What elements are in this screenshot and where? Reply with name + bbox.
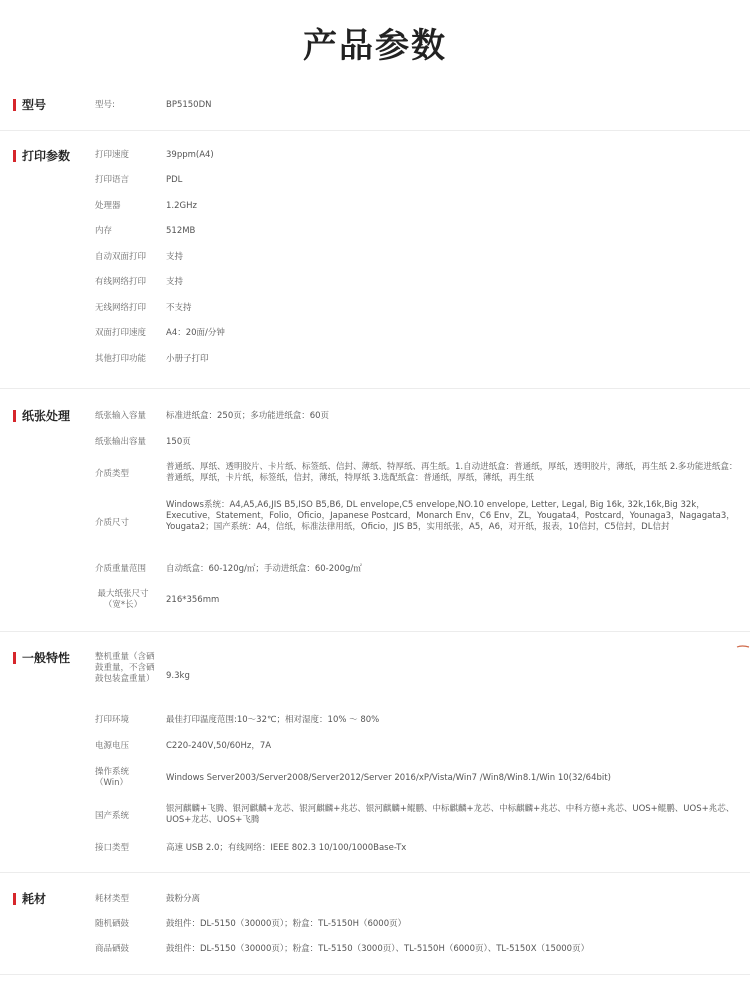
section-title: 纸张处理: [22, 409, 71, 423]
decorative-stroke: [736, 644, 750, 650]
spec-label: 纸张输出容量: [95, 437, 147, 447]
spec-label: 无线网络打印: [95, 303, 147, 313]
section-marker: [13, 99, 16, 111]
spec-label: 处理器: [95, 201, 121, 211]
spec-value: 39ppm(A4): [166, 150, 214, 160]
section-title: 耗材: [22, 892, 47, 906]
spec-value: A4：20面/分钟: [166, 328, 225, 338]
spec-label: 商品硒鼓: [95, 944, 130, 954]
section-marker: [13, 150, 16, 162]
spec-label: 其他打印功能: [95, 354, 147, 364]
spec-label: 随机硒鼓: [95, 919, 130, 929]
spec-label: 介质类型: [95, 469, 130, 479]
spec-label: 自动双面打印: [95, 252, 147, 262]
section-title: 一般特性: [22, 651, 71, 665]
spec-value: BP5150DN: [166, 100, 212, 110]
spec-value: 银河麒麟+飞腾、银河麒麟+龙芯、银河麒麟+兆芯、银河麒麟+鲲鹏、中标麒麟+龙芯、中标麒麟+兆芯、中科方德+兆芯、UOS+鲲鹏、UOS+兆芯、UOS+龙芯、UOS+飞腾: [166, 804, 735, 825]
spec-value: 150页: [166, 437, 191, 447]
spec-label: 接口类型: [95, 843, 130, 853]
divider: [0, 130, 750, 131]
divider: [0, 872, 750, 873]
spec-value: 高速 USB 2.0；有线网络：IEEE 802.3 10/100/1000Base-Tx: [166, 843, 407, 853]
spec-label: 整机重量（含硒鼓重量，不含硒鼓包装盒重量）: [95, 652, 155, 684]
spec-label: 介质尺寸: [95, 518, 130, 528]
spec-label: 双面打印速度: [95, 328, 147, 338]
spec-value: 支持: [166, 252, 184, 262]
section-title: 打印参数: [22, 149, 71, 163]
spec-value: 支持: [166, 277, 184, 287]
spec-value: PDL: [166, 175, 183, 185]
spec-value: 小册子打印: [166, 354, 209, 364]
spec-value: 9.3kg: [166, 671, 190, 681]
spec-label: 打印语言: [95, 175, 130, 185]
spec-value: 自动纸盒：60-120g/㎡；手动进纸盒：60-200g/㎡: [166, 564, 362, 574]
divider: [0, 974, 750, 975]
spec-value: 鼓粉分离: [166, 894, 201, 904]
spec-value: 不支持: [166, 303, 192, 313]
spec-value: Windows系统：A4,A5,A6,JIS B5,ISO B5,B6, DL envelope,C5 envelope,NO.10 envelope, Letter, Legal, Big 16k, 32k,16k,Big 32k，Executive，Statement，Folio，Oficio，Japanese Postcard，Monarch Env，C6 Env，ZL，Yougata4，Postcard，Younaga3，Nagagata3，Yougata2；国产系统：A4，信纸，标准法律用纸，Oficio，JIS B5，实用纸张，A5，A6，对开纸，报表，10信封，C5信封，DL信封: [166, 500, 735, 532]
spec-value: 标准进纸盒：250页；多功能进纸盒：60页: [166, 411, 330, 421]
spec-label: 国产系统: [95, 811, 130, 821]
section-marker: [13, 652, 16, 664]
spec-value: C220-240V,50/60Hz，7A: [166, 741, 272, 751]
spec-label: 介质重量范围: [95, 564, 147, 574]
spec-label: 型号:: [95, 100, 115, 110]
section-marker: [13, 893, 16, 905]
divider: [0, 388, 750, 389]
spec-label: 内存: [95, 226, 113, 236]
spec-label: 纸张输入容量: [95, 411, 147, 421]
spec-label: 有线网络打印: [95, 277, 147, 287]
spec-value: 鼓组件：DL-5150（30000页）；粉盒：TL-5150H（6000页）: [166, 919, 407, 929]
spec-value: 普通纸、厚纸、透明胶片、卡片纸、标签纸、信封、薄纸、特厚纸、再生纸。1.自动进纸盒：普通纸，厚纸，透明胶片，薄纸，再生纸 2.多功能进纸盒：普通纸，厚纸，卡片纸，标签纸，信封，薄纸，特厚纸 3.选配纸盒：普通纸，厚纸，薄纸，再生纸: [166, 462, 738, 483]
spec-label: 电源电压: [95, 741, 130, 751]
section-marker: [13, 410, 16, 422]
spec-label: 耗材类型: [95, 894, 130, 904]
spec-label: 打印环境: [95, 715, 130, 725]
spec-value: 216*356mm: [166, 595, 220, 605]
spec-value: 最佳打印温度范围:10～32℃；相对湿度：10% ～ 80%: [166, 715, 380, 725]
spec-label: 打印速度: [95, 150, 130, 160]
spec-value: 512MB: [166, 226, 196, 236]
page-title: 产品参数: [303, 26, 447, 66]
divider: [0, 631, 750, 632]
spec-value: Windows Server2003/Server2008/Server2012/Server 2016/xP/Vista/Win7 /Win8/Win8.1/Win 10(32/64bit): [166, 773, 611, 783]
spec-value: 1.2GHz: [166, 201, 197, 211]
spec-value: 鼓组件：DL-5150（30000页）；粉盒：TL-5150（3000页）、TL-5150H（6000页）、TL-5150X（15000页）: [166, 944, 590, 954]
spec-label: 操作系统（Win）: [95, 767, 130, 788]
spec-label: 最大纸张尺寸（宽*长）: [97, 589, 149, 610]
section-title: 型号: [22, 98, 47, 112]
